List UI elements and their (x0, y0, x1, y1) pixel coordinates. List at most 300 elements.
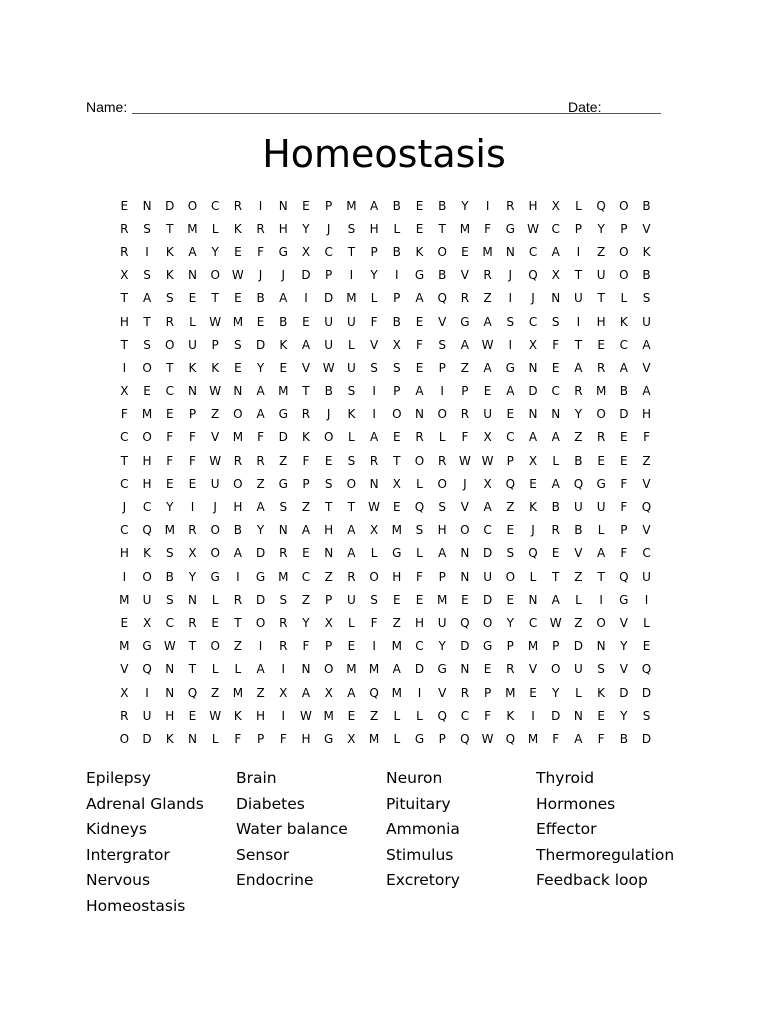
grid-letter: Z (574, 569, 583, 584)
grid-letter: F (166, 430, 174, 445)
page-title: Homeostasis (262, 132, 506, 176)
word-bank-item: Endocrine (236, 871, 314, 890)
word-bank-item: Adrenal Glands (86, 794, 204, 813)
grid-letter: E (347, 708, 356, 723)
grid-letter: L (393, 708, 401, 723)
grid-letter: F (279, 731, 287, 746)
grid-letter: A (483, 500, 492, 515)
grid-letter: E (302, 314, 310, 329)
grid-letter: X (392, 337, 401, 352)
grid-row (113, 310, 658, 333)
grid-letter: F (257, 244, 265, 259)
grid-letter: C (642, 546, 651, 561)
grid-letter: O (596, 407, 606, 422)
grid-letter: Z (460, 360, 470, 375)
grid-letter: I (395, 268, 399, 283)
grid-letter: Y (211, 244, 219, 259)
grid-row (113, 356, 658, 379)
grid-letter: W (481, 731, 494, 746)
grid-letter: K (165, 268, 174, 283)
grid-letter: V (438, 314, 447, 329)
grid-letter: E (529, 685, 537, 700)
grid-letter: C (210, 198, 220, 213)
grid-letter: N (505, 244, 515, 259)
grid-letter: L (643, 615, 650, 630)
grid-letter: O (369, 569, 379, 584)
grid-letter: N (528, 407, 538, 422)
grid-letter: C (415, 639, 424, 654)
grid-letter: N (596, 639, 606, 654)
grid-letter: S (415, 523, 424, 538)
grid-letter: A (574, 731, 583, 746)
grid-letter: M (232, 314, 244, 329)
grid-letter: V (211, 430, 220, 445)
grid-letter: K (506, 708, 515, 723)
grid-letter: G (142, 639, 152, 654)
grid-letter: E (415, 221, 424, 236)
grid-letter: Q (528, 546, 538, 561)
grid-letter: O (210, 523, 220, 538)
date-blank-line (606, 113, 661, 114)
grid-letter: V (528, 662, 538, 677)
word-bank-item: Sensor (236, 845, 290, 864)
grid-letter: E (415, 314, 424, 329)
grid-letter: N (165, 685, 175, 700)
word-bank-item: Water balance (236, 820, 348, 839)
grid-letter: W (209, 708, 222, 723)
grid-letter: O (550, 662, 561, 677)
grid-letter: C (324, 244, 333, 259)
grid-letter: S (143, 221, 151, 236)
grid-letter: N (528, 360, 538, 375)
grid-letter: O (233, 476, 243, 491)
grid-letter: B (392, 314, 401, 329)
grid-letter: Y (256, 523, 265, 538)
grid-letter: A (256, 407, 265, 422)
grid-letter: O (187, 198, 198, 213)
grid-letter: X (301, 244, 311, 259)
grid-letter: N (369, 476, 379, 491)
grid-letter: U (142, 708, 152, 723)
grid-letter: C (120, 476, 129, 491)
grid-letter: C (551, 384, 560, 399)
grid-letter: D (165, 198, 175, 213)
grid-letter: W (527, 221, 539, 236)
grid-letter: W (209, 384, 222, 399)
grid-letter: V (642, 221, 651, 236)
grid-letter: A (256, 662, 265, 677)
grid-letter: A (460, 337, 469, 352)
grid-row (113, 240, 658, 263)
grid-letter: G (278, 244, 288, 259)
grid-letter: K (597, 685, 606, 700)
grid-letter: U (574, 291, 583, 306)
grid-letter: B (642, 198, 651, 213)
grid-row (113, 727, 658, 750)
grid-letter: A (415, 384, 424, 399)
grid-letter: A (438, 546, 447, 561)
grid-letter: N (278, 523, 288, 538)
grid-letter: R (438, 453, 447, 468)
grid-letter: P (574, 221, 583, 236)
grid-letter: Z (279, 453, 288, 468)
grid-letter: O (619, 268, 629, 283)
grid-letter: A (642, 384, 651, 399)
grid-letter: F (302, 639, 310, 654)
grid-letter: E (165, 476, 174, 491)
grid-letter: S (642, 291, 651, 306)
grid-letter: F (416, 569, 423, 584)
grid-letter: K (165, 244, 174, 259)
grid-letter: E (506, 592, 515, 607)
grid-letter: X (551, 198, 560, 213)
grid-letter: O (323, 430, 334, 445)
grid-letter: Y (620, 708, 628, 723)
grid-letter: E (234, 291, 242, 306)
grid-letter: F (643, 430, 650, 445)
grid-letter: A (551, 430, 560, 445)
grid-letter: Q (596, 198, 606, 213)
grid-letter: R (506, 662, 515, 677)
grid-letter: W (549, 615, 562, 630)
grid-letter: D (641, 731, 652, 746)
grid-letter: P (438, 731, 446, 746)
grid-letter: O (210, 268, 220, 283)
grid-letter: T (552, 569, 560, 584)
grid-letter: M (346, 198, 357, 213)
grid-letter: A (392, 662, 401, 677)
grid-letter: X (142, 615, 152, 630)
grid-letter: E (392, 592, 401, 607)
grid-letter: F (461, 430, 469, 445)
grid-letter: J (326, 407, 331, 422)
grid-letter: P (438, 569, 446, 584)
grid-letter: Z (642, 453, 651, 468)
grid-letter: A (619, 360, 628, 375)
grid-letter: U (574, 500, 583, 515)
grid-letter: L (370, 546, 378, 561)
grid-letter: Z (211, 685, 220, 700)
grid-letter: W (458, 453, 471, 468)
grid-letter: C (165, 384, 174, 399)
grid-letter: W (209, 314, 222, 329)
name-blank-line (132, 113, 637, 114)
grid-letter: E (506, 407, 515, 422)
grid-letter: D (482, 546, 493, 561)
grid-letter: G (324, 731, 334, 746)
grid-letter: R (233, 198, 243, 213)
grid-letter: E (188, 291, 197, 306)
grid-letter: N (460, 569, 470, 584)
grid-letter: G (210, 569, 220, 584)
grid-letter: H (437, 523, 447, 538)
grid-letter: U (324, 337, 334, 352)
word-bank-item: Brain (236, 769, 277, 787)
grid-letter: U (188, 337, 197, 352)
grid-letter: R (301, 407, 311, 422)
grid-letter: L (575, 592, 582, 607)
grid-letter: F (234, 731, 242, 746)
grid-letter: L (348, 615, 355, 630)
grid-letter: Q (641, 500, 652, 515)
grid-letter: L (211, 662, 219, 677)
grid-letter: E (324, 453, 333, 468)
grid-letter: S (438, 337, 446, 352)
grid-letter: J (531, 291, 535, 306)
word-bank-item: Effector (536, 820, 597, 839)
grid-letter: H (596, 314, 606, 329)
grid-letter: D (482, 592, 493, 607)
grid-letter: A (551, 244, 560, 259)
grid-letter: M (391, 523, 402, 538)
grid-letter: I (508, 337, 513, 352)
grid-letter: P (302, 476, 310, 491)
grid-letter: M (278, 384, 289, 399)
grid-letter: E (302, 198, 310, 213)
grid-letter: F (302, 453, 310, 468)
grid-letter: C (528, 314, 538, 329)
grid-letter: J (213, 500, 217, 515)
grid-letter: B (165, 569, 174, 584)
word-bank-item: Nervous (86, 871, 151, 890)
grid-letter: Q (187, 685, 198, 700)
grid-letter: G (482, 639, 493, 654)
grid-letter: E (347, 639, 356, 654)
grid-letter: C (460, 708, 470, 723)
grid-letter: P (370, 244, 378, 259)
grid-letter: K (529, 500, 537, 515)
grid-letter: D (573, 639, 584, 654)
grid-letter: W (163, 639, 176, 654)
grid-row (113, 519, 658, 542)
grid-letter: Q (505, 476, 516, 491)
grid-letter: S (392, 360, 401, 375)
grid-letter: F (370, 314, 378, 329)
grid-letter: R (415, 430, 424, 445)
grid-letter: P (552, 639, 560, 654)
grid-letter: L (416, 708, 423, 723)
grid-letter: O (142, 430, 152, 445)
grid-letter: X (120, 685, 129, 700)
grid-letter: Y (461, 198, 469, 213)
grid-letter: L (211, 221, 219, 236)
grid-row (113, 565, 658, 588)
word-bank-item: Excretory (386, 871, 460, 890)
grid-letter: G (596, 476, 606, 491)
grid-letter: I (440, 384, 444, 399)
grid-letter: V (642, 360, 651, 375)
grid-letter: T (393, 453, 401, 468)
grid-row (113, 658, 658, 681)
grid-letter: D (142, 731, 152, 746)
grid-letter: U (483, 569, 492, 584)
grid-letter: I (576, 244, 581, 259)
grid-letter: U (346, 592, 356, 607)
grid-row (113, 449, 658, 472)
grid-letter: O (119, 731, 130, 746)
grid-letter: O (255, 615, 266, 630)
grid-letter: W (209, 453, 222, 468)
grid-letter: B (574, 453, 583, 468)
grid-letter: O (437, 476, 447, 491)
grid-letter: H (165, 708, 175, 723)
grid-letter: T (188, 639, 197, 654)
grid-letter: K (188, 360, 197, 375)
grid-letter: A (347, 685, 356, 700)
grid-letter: F (370, 615, 378, 630)
grid-letter: Q (414, 500, 425, 515)
grid-letter: E (188, 708, 197, 723)
grid-letter: A (142, 291, 152, 306)
grid-letter: L (348, 337, 355, 352)
grid-letter: U (574, 662, 583, 677)
grid-row (113, 681, 658, 704)
grid-letter: D (551, 708, 561, 723)
grid-letter: X (120, 384, 129, 399)
grid-letter: O (619, 244, 629, 259)
grid-letter: E (143, 384, 151, 399)
grid-letter: O (210, 639, 220, 654)
grid-letter: N (415, 407, 424, 422)
grid-letter: Z (392, 615, 401, 630)
grid-letter: R (483, 268, 492, 283)
grid-letter: K (642, 244, 651, 259)
grid-letter: M (278, 569, 289, 584)
grid-letter: T (347, 244, 356, 259)
grid-letter: R (120, 221, 129, 236)
grid-row (113, 264, 658, 287)
grid-letter: S (347, 453, 356, 468)
grid-letter: C (551, 221, 560, 236)
grid-letter: E (279, 360, 288, 375)
grid-letter: F (620, 500, 628, 515)
grid-letter: E (234, 244, 242, 259)
grid-letter: N (528, 592, 538, 607)
grid-letter: O (233, 407, 243, 422)
grid-letter: M (346, 291, 357, 306)
grid-letter: E (506, 523, 515, 538)
grid-letter: B (642, 268, 651, 283)
grid-letter: I (190, 500, 195, 515)
grid-letter: U (346, 314, 356, 329)
grid-row (113, 380, 658, 403)
grid-row (113, 426, 658, 449)
grid-letter: I (485, 198, 490, 213)
grid-letter: Z (324, 569, 333, 584)
grid-letter: O (437, 407, 447, 422)
grid-letter: G (278, 407, 288, 422)
word-bank-item: Diabetes (236, 794, 305, 813)
grid-letter: F (552, 337, 560, 352)
grid-letter: M (232, 430, 244, 445)
grid-letter: S (506, 314, 515, 329)
grid-letter: A (279, 291, 288, 306)
grid-letter: J (281, 268, 286, 283)
grid-letter: V (369, 337, 379, 352)
grid-letter: L (597, 523, 605, 538)
grid-letter: E (302, 546, 310, 561)
grid-row (113, 704, 658, 727)
grid-letter: A (347, 523, 356, 538)
word-bank-item: Neuron (386, 769, 443, 787)
grid-letter: S (279, 500, 288, 515)
grid-letter: Z (301, 592, 311, 607)
grid-letter: D (619, 407, 629, 422)
grid-letter: S (370, 360, 378, 375)
word-bank-item: Thyroid (536, 769, 595, 787)
grid-letter: F (484, 708, 492, 723)
grid-letter: L (211, 731, 219, 746)
grid-letter: C (120, 523, 129, 538)
grid-letter: K (347, 407, 356, 422)
grid-letter: E (620, 453, 628, 468)
grid-letter: Z (574, 615, 583, 630)
grid-letter: N (187, 731, 197, 746)
grid-letter: B (392, 244, 401, 259)
grid-letter: P (620, 221, 628, 236)
grid-letter: S (551, 314, 560, 329)
grid-letter: V (438, 685, 447, 700)
grid-letter: B (256, 291, 265, 306)
grid-letter: O (165, 337, 175, 352)
grid-letter: I (281, 662, 286, 677)
grid-letter: G (255, 569, 266, 584)
grid-letter: I (145, 685, 149, 700)
grid-letter: X (528, 453, 538, 468)
grid-letter: W (368, 500, 381, 515)
grid-letter: G (414, 731, 425, 746)
grid-letter: E (597, 708, 605, 723)
grid-letter: J (531, 523, 535, 538)
grid-letter: R (551, 523, 560, 538)
grid-letter: X (188, 546, 197, 561)
grid-letter: L (393, 731, 401, 746)
grid-letter: Q (619, 569, 629, 584)
grid-letter: E (120, 198, 129, 213)
grid-letter: H (233, 500, 243, 515)
grid-letter: H (142, 476, 152, 491)
grid-letter: A (528, 430, 538, 445)
grid-letter: L (529, 569, 537, 584)
grid-letter: O (482, 615, 493, 630)
grid-letter: Q (437, 708, 447, 723)
grid-letter: N (165, 662, 175, 677)
grid-letter: M (346, 662, 357, 677)
grid-letter: P (211, 337, 219, 352)
grid-letter: P (393, 384, 401, 399)
grid-letter: D (324, 291, 334, 306)
grid-letter: I (531, 708, 535, 723)
grid-letter: O (596, 615, 606, 630)
grid-letter: I (281, 708, 286, 723)
grid-letter: T (166, 360, 174, 375)
grid-letter: D (641, 685, 652, 700)
grid-letter: B (233, 523, 242, 538)
grid-letter: R (279, 615, 288, 630)
grid-letter: B (619, 384, 628, 399)
grid-letter: E (461, 592, 469, 607)
grid-letter: W (481, 337, 494, 352)
grid-letter: L (552, 453, 560, 468)
grid-letter: Q (460, 731, 470, 746)
grid-letter: P (506, 453, 514, 468)
grid-letter: H (119, 546, 129, 561)
grid-letter: P (506, 639, 514, 654)
grid-letter: L (370, 291, 378, 306)
grid-letter: N (187, 592, 197, 607)
grid-letter: A (301, 523, 311, 538)
grid-letter: G (392, 546, 402, 561)
